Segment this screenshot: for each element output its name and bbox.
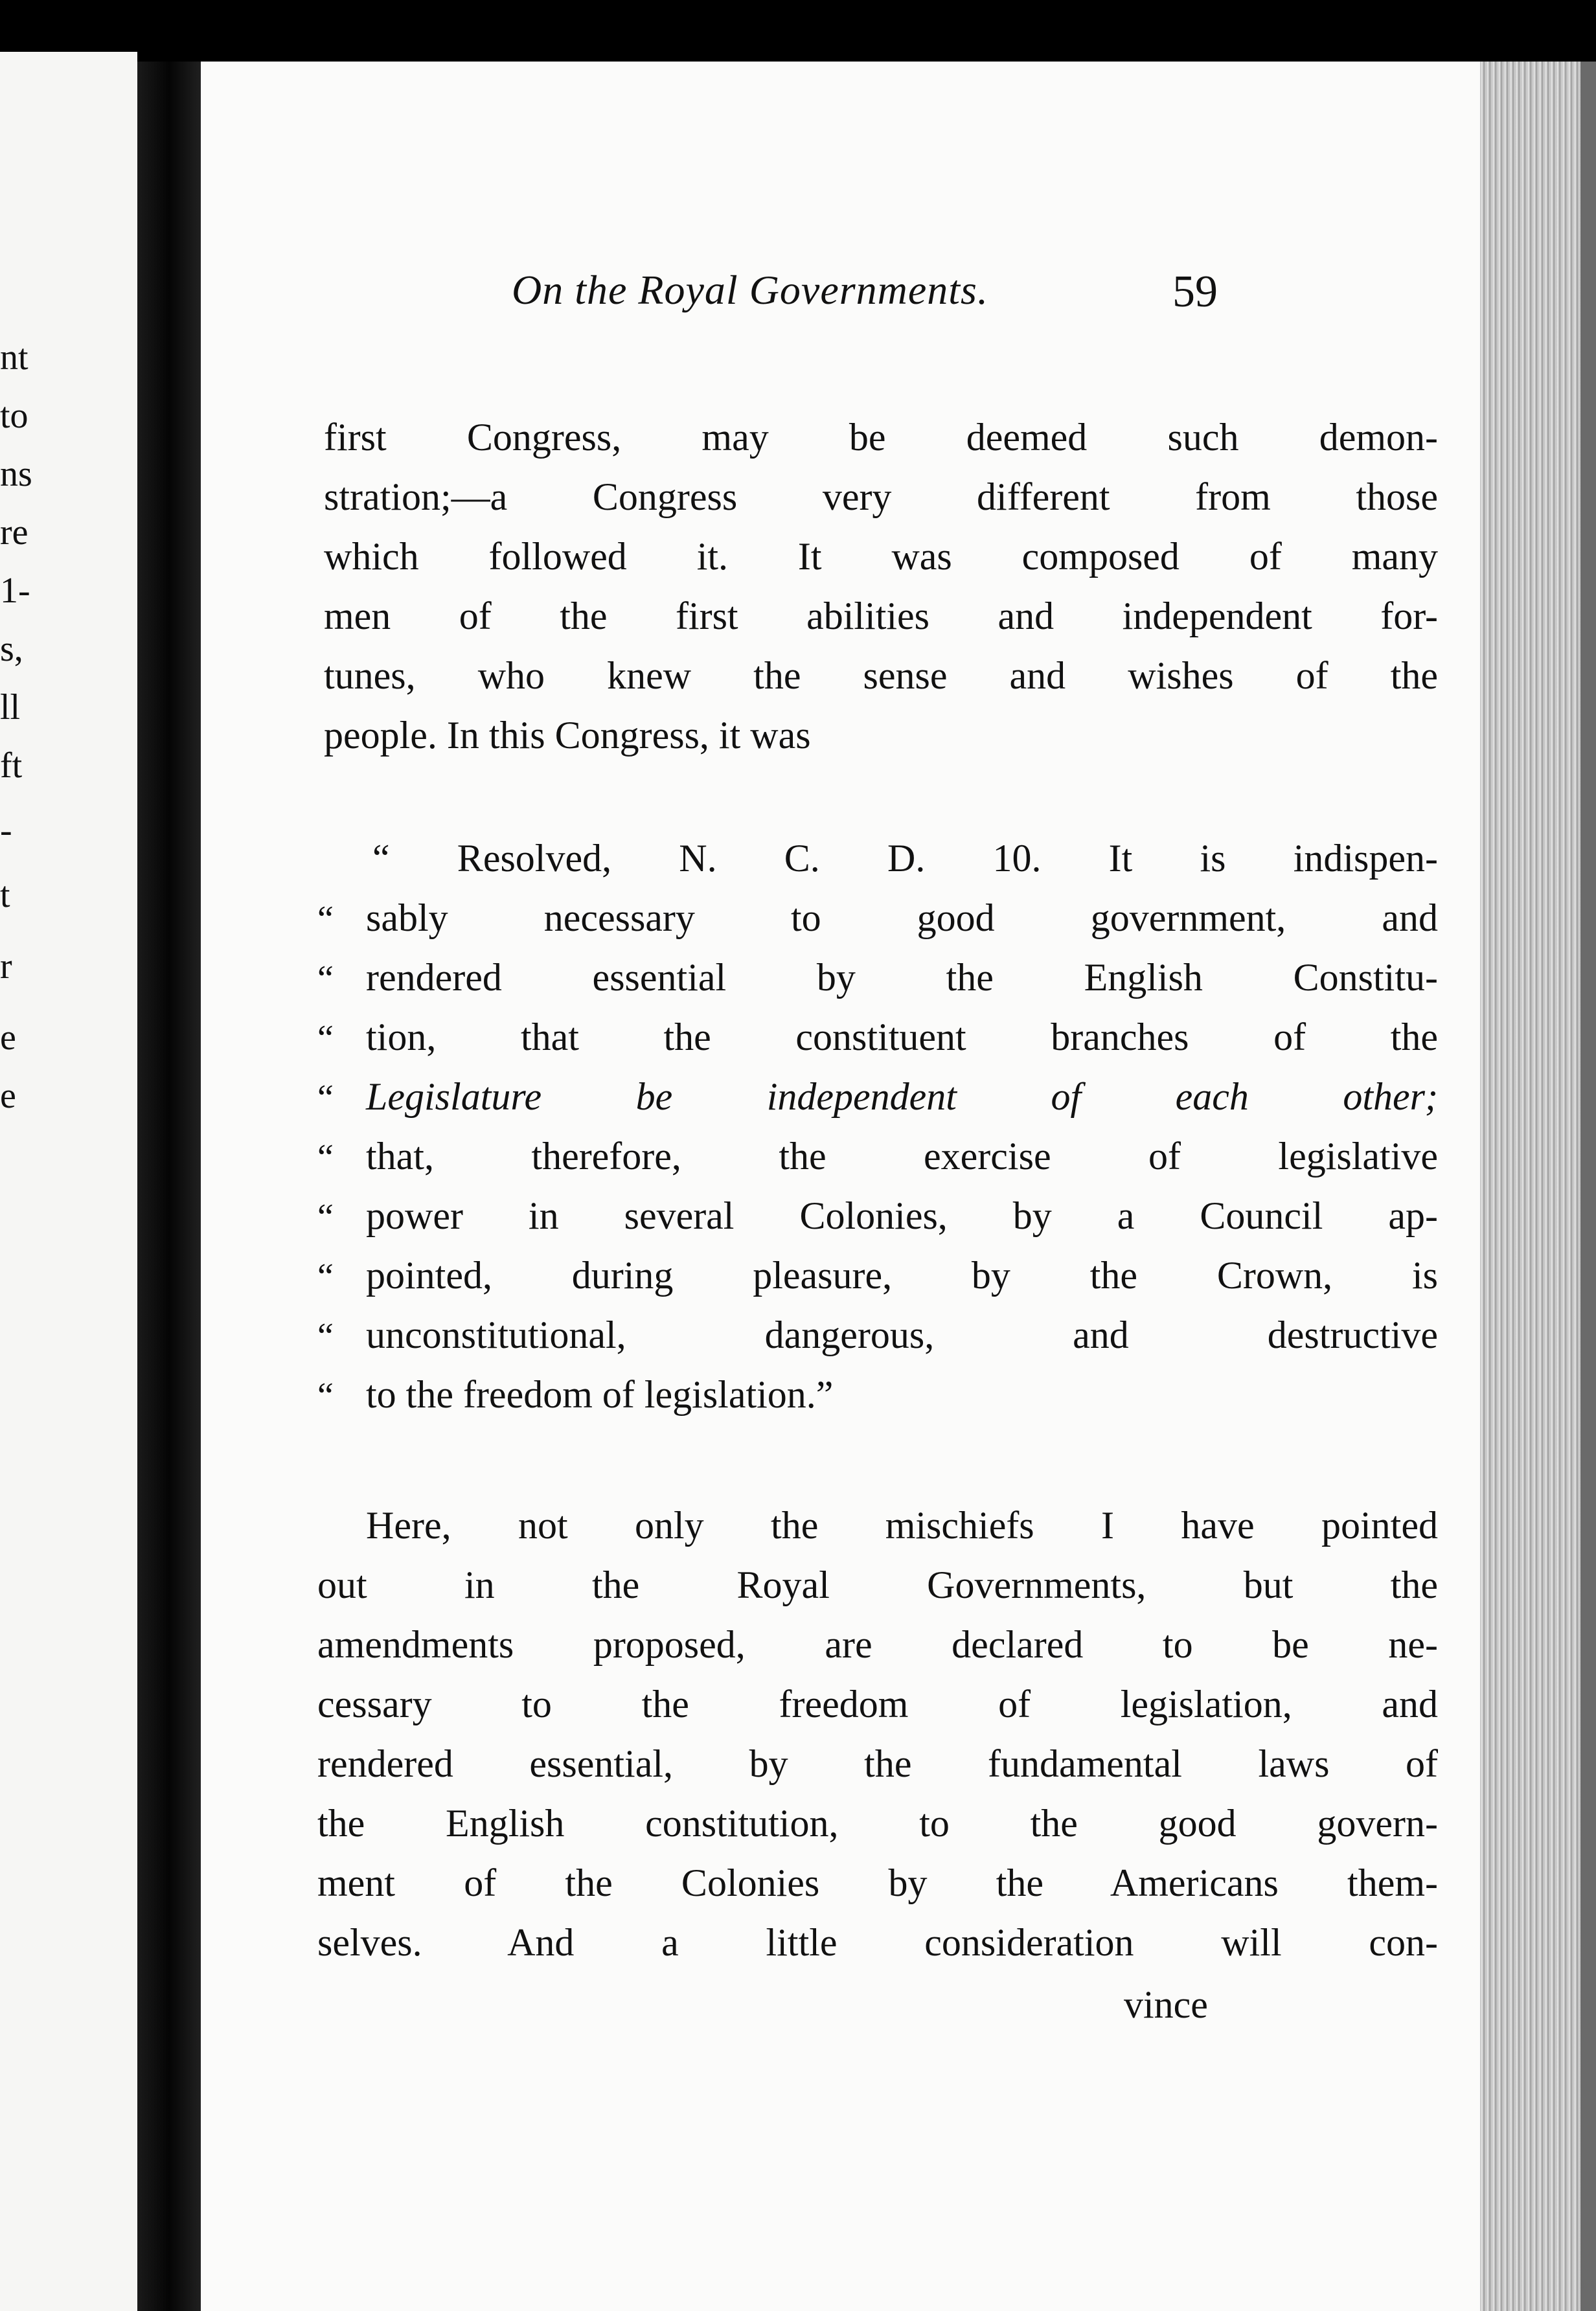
text-line: amendments proposed, are declared to be ne- — [317, 1623, 1438, 1666]
fragment-line: to — [0, 396, 28, 436]
text-line: “ Resolved, N. C. D. 10. It is indispen- — [372, 837, 1438, 880]
quote-mark: “ — [317, 1316, 334, 1356]
fragment-line: e — [0, 1018, 16, 1058]
fragment-line: ft — [0, 746, 23, 786]
text-line: rendered essential by the English Constitu- — [366, 956, 1438, 999]
text-line: that, therefore, the exercise of legislative — [366, 1135, 1438, 1178]
text-line: the English constitution, to the good govern- — [317, 1802, 1438, 1845]
quote-mark: “ — [317, 1197, 334, 1237]
fragment-line: - — [0, 810, 12, 850]
page-edge-shadow — [1580, 62, 1596, 2311]
text-line: cessary to the freedom of legislation, and — [317, 1683, 1438, 1725]
text-line: to the freedom of legislation.” — [366, 1373, 834, 1416]
fragment-line: 1- — [0, 571, 30, 611]
facing-page-text-fragments — [0, 52, 137, 2311]
quote-mark: “ — [317, 1018, 334, 1058]
catchword: vince — [1124, 1983, 1208, 2026]
book-gutter — [137, 62, 201, 2311]
running-head: On the Royal Governments. — [512, 267, 988, 313]
fragment-line: e — [0, 1076, 16, 1116]
quote-mark: “ — [317, 1257, 334, 1297]
fragment-line: nt — [0, 337, 28, 378]
facing-page — [0, 52, 137, 2311]
text-line: pointed, during pleasure, by the Crown, is — [366, 1254, 1438, 1297]
quote-mark: “ — [317, 1078, 334, 1118]
quote-mark: “ — [317, 1376, 334, 1416]
text-line: first Congress, may be deemed such demon- — [324, 416, 1438, 459]
page-block-edge — [1480, 62, 1596, 2311]
page-number: 59 — [1172, 267, 1218, 317]
text-line: sably necessary to good government, and — [366, 896, 1438, 939]
quote-mark: “ — [317, 899, 334, 939]
fragment-line: ns — [0, 454, 32, 494]
text-line: unconstitutional, dangerous, and destructive — [366, 1314, 1438, 1356]
page-text — [201, 62, 1480, 2311]
quote-mark: “ — [317, 959, 334, 999]
text-line: selves. And a little consideration will con- — [317, 1921, 1438, 1964]
text-line: Legislature be independent of each other; — [366, 1075, 1438, 1118]
fragment-line: re — [0, 512, 28, 552]
text-line: Here, not only the mischiefs I have pointed — [366, 1504, 1438, 1547]
text-line: ment of the Colonies by the Americans them- — [317, 1861, 1438, 1904]
fragment-line: s, — [0, 629, 23, 669]
text-line: people. In this Congress, it was — [324, 714, 811, 757]
quote-mark: “ — [317, 1137, 334, 1178]
text-line: power in several Colonies, by a Council ap- — [366, 1194, 1438, 1237]
text-line: which followed it. It was composed of many — [324, 535, 1438, 578]
text-line: tion, that the constituent branches of the — [366, 1016, 1438, 1058]
page-header — [311, 266, 1257, 331]
text-line: out in the Royal Governments, but the — [317, 1564, 1438, 1606]
text-line: rendered essential, by the fundamental laws of — [317, 1742, 1438, 1785]
fragment-line: ll — [0, 687, 21, 727]
text-line: stration;—a Congress very different from those — [324, 475, 1438, 518]
text-line: tunes, who knew the sense and wishes of the — [324, 654, 1438, 697]
fragment-line: t — [0, 875, 10, 915]
text-line: men of the first abilities and independent for- — [324, 595, 1438, 637]
book-page — [201, 62, 1480, 2311]
fragment-line: r — [0, 946, 12, 986]
